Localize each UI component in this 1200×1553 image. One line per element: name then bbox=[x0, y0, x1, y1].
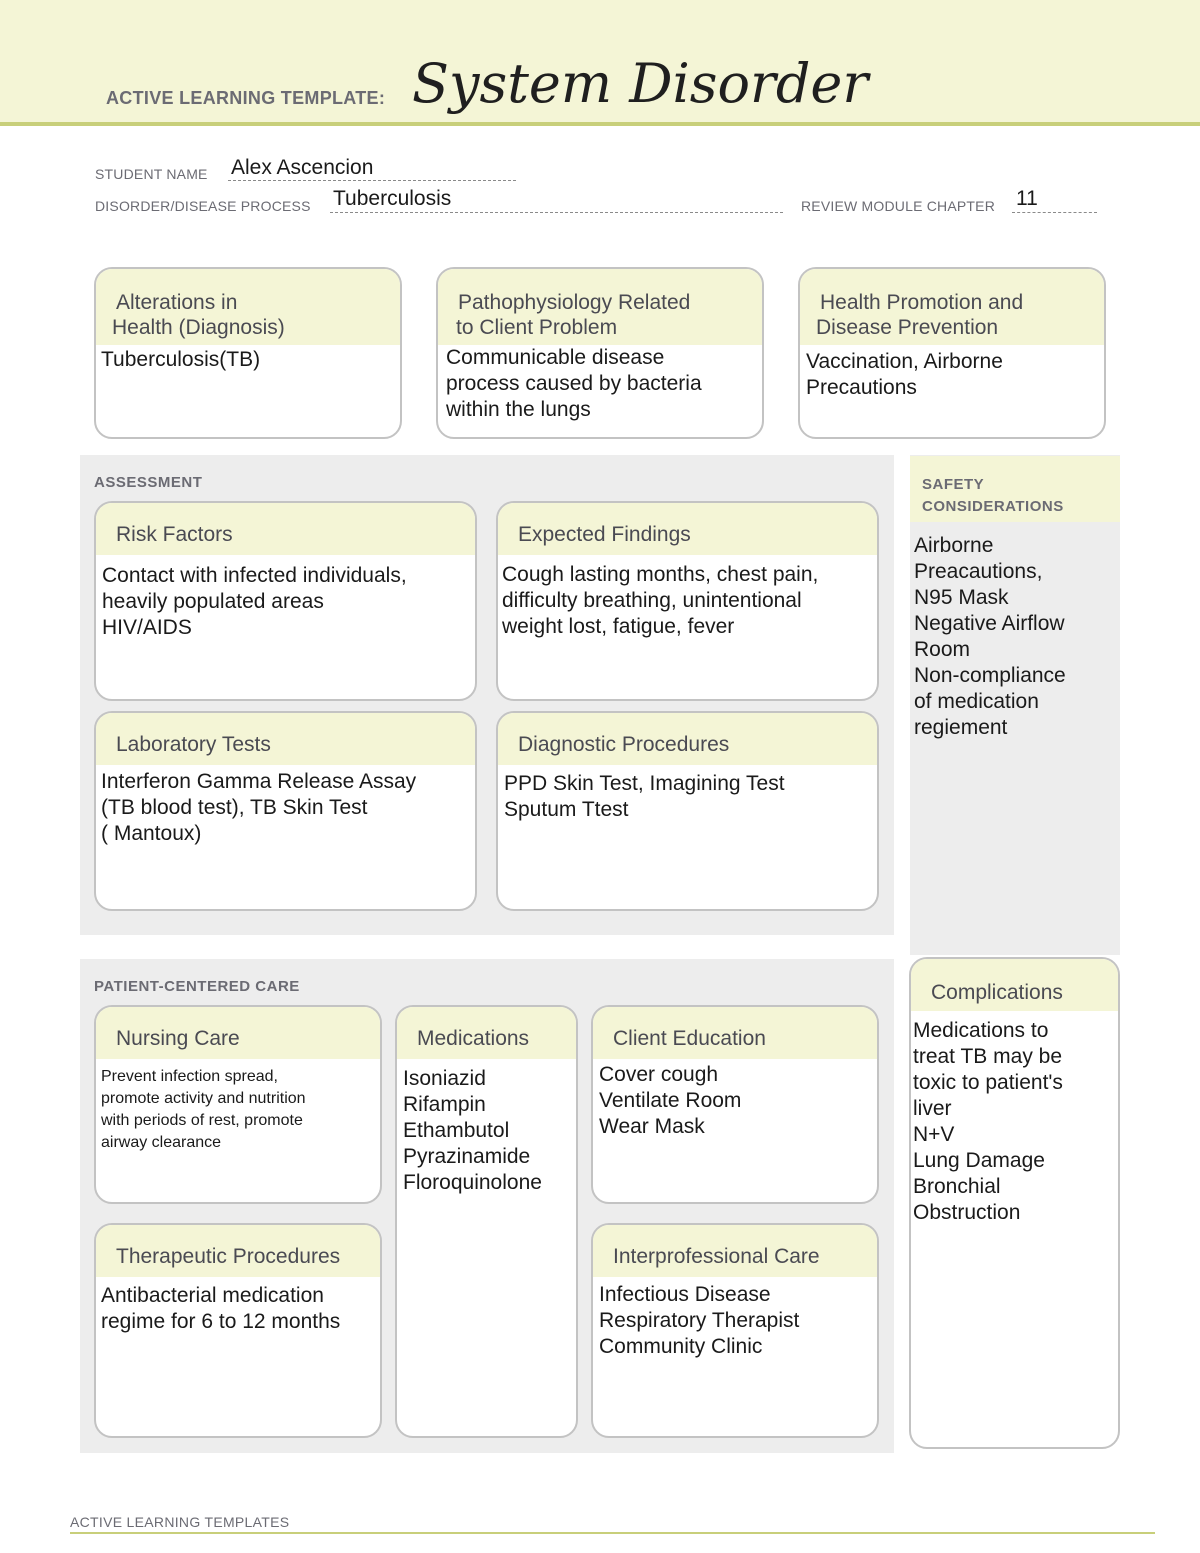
safety-label-2: CONSIDERATIONS bbox=[922, 498, 1064, 515]
risk-factors-line: heavily populated areas bbox=[102, 590, 324, 613]
therapeutic-procedures-header: Therapeutic Procedures bbox=[96, 1225, 380, 1277]
therapeutic-procedures-content[interactable] bbox=[96, 1277, 380, 1335]
chapter-field[interactable]: 11 bbox=[1016, 187, 1038, 210]
risk-factors-line: HIV/AIDS bbox=[102, 616, 192, 639]
client-education-header: Client Education bbox=[593, 1007, 877, 1059]
client-education-content[interactable] bbox=[593, 1059, 877, 1140]
alterations-header bbox=[96, 269, 400, 345]
safety-content[interactable] bbox=[908, 531, 1118, 741]
complications-content[interactable] bbox=[911, 1011, 1118, 1226]
interprofessional-care-header: Interprofessional Care bbox=[593, 1225, 877, 1277]
complications-line: Obstruction bbox=[913, 1201, 1021, 1224]
pathophysiology-line: Communicable disease bbox=[446, 346, 665, 369]
health-promotion-line: Vaccination, Airborne bbox=[806, 350, 1003, 373]
alterations-title-2: Health (Diagnosis) bbox=[112, 316, 285, 339]
health-promotion-box bbox=[798, 267, 1106, 439]
therapeutic-procedures-line: Antibacterial medication bbox=[101, 1284, 324, 1307]
safety-line: Negative Airflow bbox=[914, 612, 1065, 635]
risk-factors-box bbox=[94, 501, 477, 701]
student-name-underline bbox=[228, 180, 516, 181]
alterations-title-1: Alterations in bbox=[116, 291, 238, 314]
safety-line: Airborne bbox=[914, 534, 994, 557]
medications-header: Medications bbox=[397, 1007, 576, 1059]
diagnostic-procedures-line: Sputum Ttest bbox=[504, 798, 629, 821]
expected-findings-line: weight lost, fatigue, fever bbox=[502, 615, 735, 638]
nursing-care-header: Nursing Care bbox=[96, 1007, 380, 1059]
alterations-line: Tuberculosis(TB) bbox=[101, 348, 261, 371]
complications-line: Bronchial bbox=[913, 1175, 1001, 1198]
medications-line: Floroquinolone bbox=[403, 1171, 542, 1194]
therapeutic-procedures-box bbox=[94, 1223, 382, 1438]
risk-factors-header: Risk Factors bbox=[96, 503, 475, 555]
complications-line: liver bbox=[913, 1097, 952, 1120]
disorder-underline bbox=[330, 212, 783, 213]
footer-label: ACTIVE LEARNING TEMPLATES bbox=[70, 1514, 290, 1530]
interprofessional-care-line: Infectious Disease bbox=[599, 1283, 771, 1306]
laboratory-tests-content[interactable] bbox=[96, 765, 475, 847]
nursing-care-line: airway clearance bbox=[101, 1134, 222, 1151]
diagnostic-procedures-header: Diagnostic Procedures bbox=[498, 713, 877, 765]
complications-line: Medications to bbox=[913, 1019, 1049, 1042]
pathophysiology-header bbox=[438, 269, 762, 345]
safety-line: Room bbox=[914, 638, 971, 661]
expected-findings-header: Expected Findings bbox=[498, 503, 877, 555]
health-promotion-header bbox=[800, 269, 1104, 345]
student-name-field[interactable]: Alex Ascencion bbox=[231, 156, 374, 179]
expected-findings-line: difficulty breathing, unintentional bbox=[502, 589, 802, 612]
interprofessional-care-content[interactable] bbox=[593, 1277, 877, 1360]
pathophysiology-box bbox=[436, 267, 764, 439]
nursing-care-box bbox=[94, 1005, 382, 1204]
expected-findings-content[interactable] bbox=[498, 555, 877, 640]
therapeutic-procedures-line: regime for 6 to 12 months bbox=[101, 1310, 341, 1333]
medications-box bbox=[395, 1005, 578, 1438]
alterations-content[interactable] bbox=[96, 345, 400, 373]
complications-header: Complications bbox=[911, 959, 1118, 1011]
interprofessional-care-line: Community Clinic bbox=[599, 1335, 763, 1358]
template-label: ACTIVE LEARNING TEMPLATE: bbox=[106, 88, 386, 108]
nursing-care-content[interactable] bbox=[96, 1059, 380, 1154]
expected-findings-line: Cough lasting months, chest pain, bbox=[502, 563, 819, 586]
safety-line: Non-compliance bbox=[914, 664, 1066, 687]
laboratory-tests-line: Interferon Gamma Release Assay bbox=[101, 770, 417, 793]
diagnostic-procedures-box bbox=[496, 711, 879, 911]
pathophysiology-line: process caused by bacteria bbox=[446, 372, 702, 395]
health-promotion-title-2: Disease Prevention bbox=[816, 316, 999, 339]
interprofessional-care-line: Respiratory Therapist bbox=[599, 1309, 800, 1332]
footer-rule bbox=[70, 1532, 1155, 1534]
safety-line: of medication bbox=[914, 690, 1039, 713]
client-education-box bbox=[591, 1005, 879, 1204]
complications-line: toxic to patient's bbox=[913, 1071, 1063, 1094]
medications-content[interactable] bbox=[397, 1059, 576, 1196]
medications-line: Isoniazid bbox=[403, 1067, 486, 1090]
expected-findings-box bbox=[496, 501, 879, 701]
safety-line: regiement bbox=[914, 716, 1008, 739]
safety-label bbox=[922, 474, 1064, 518]
header-rule bbox=[0, 122, 1200, 126]
health-promotion-content[interactable] bbox=[800, 345, 1104, 401]
laboratory-tests-line: ( Mantoux) bbox=[101, 822, 202, 845]
health-promotion-line: Precautions bbox=[806, 376, 917, 399]
complications-box bbox=[909, 957, 1120, 1449]
interprofessional-care-box bbox=[591, 1223, 879, 1438]
pathophysiology-title-1: Pathophysiology Related bbox=[458, 291, 691, 314]
risk-factors-line: Contact with infected individuals, bbox=[102, 564, 407, 587]
nursing-care-line: with periods of rest, promote bbox=[101, 1112, 303, 1129]
laboratory-tests-box bbox=[94, 711, 477, 911]
disorder-label: DISORDER/DISEASE PROCESS bbox=[95, 198, 311, 214]
nursing-care-line: promote activity and nutrition bbox=[101, 1090, 306, 1107]
page-title: System Disorder bbox=[412, 52, 869, 115]
alterations-box bbox=[94, 267, 402, 439]
chapter-label: REVIEW MODULE CHAPTER bbox=[801, 198, 995, 214]
disorder-field[interactable]: Tuberculosis bbox=[333, 187, 452, 210]
complications-line: N+V bbox=[913, 1123, 955, 1146]
student-name-label: STUDENT NAME bbox=[95, 166, 208, 182]
diagnostic-procedures-content[interactable] bbox=[498, 765, 877, 823]
laboratory-tests-line: (TB blood test), TB Skin Test bbox=[101, 796, 368, 819]
patient-centered-care-label: PATIENT-CENTERED CARE bbox=[94, 978, 300, 995]
medications-line: Ethambutol bbox=[403, 1119, 510, 1142]
complications-line: treat TB may be bbox=[913, 1045, 1063, 1068]
chapter-underline bbox=[1012, 212, 1097, 213]
diagnostic-procedures-line: PPD Skin Test, Imagining Test bbox=[504, 772, 785, 795]
safety-label-1: SAFETY bbox=[922, 476, 985, 493]
health-promotion-title-1: Health Promotion and bbox=[820, 291, 1024, 314]
laboratory-tests-header: Laboratory Tests bbox=[96, 713, 475, 765]
client-education-line: Ventilate Room bbox=[599, 1089, 742, 1112]
medications-line: Rifampin bbox=[403, 1093, 486, 1116]
safety-line: N95 Mask bbox=[914, 586, 1009, 609]
nursing-care-line: Prevent infection spread, bbox=[101, 1068, 278, 1085]
pathophysiology-content[interactable] bbox=[438, 345, 762, 423]
safety-line: Preacautions, bbox=[914, 560, 1043, 583]
complications-line: Lung Damage bbox=[913, 1149, 1045, 1172]
client-education-line: Cover cough bbox=[599, 1063, 719, 1086]
pathophysiology-line: within the lungs bbox=[446, 398, 591, 421]
risk-factors-content[interactable] bbox=[96, 555, 475, 641]
medications-line: Pyrazinamide bbox=[403, 1145, 531, 1168]
client-education-line: Wear Mask bbox=[599, 1115, 705, 1138]
pathophysiology-title-2: to Client Problem bbox=[456, 316, 618, 339]
assessment-label: ASSESSMENT bbox=[94, 474, 203, 491]
